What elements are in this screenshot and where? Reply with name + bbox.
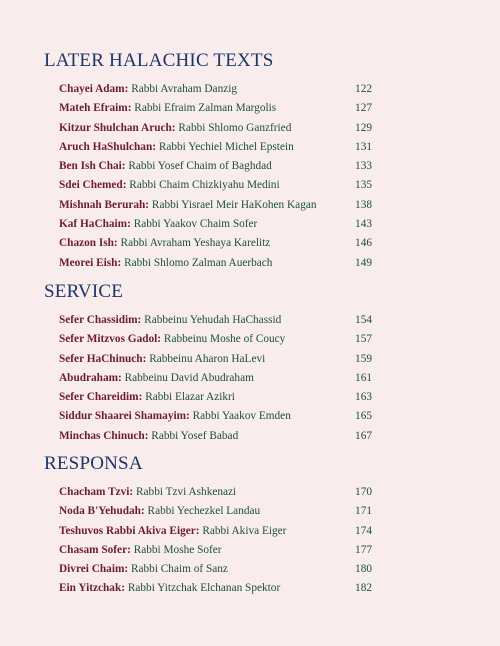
entry-page-number: 154 — [355, 314, 372, 326]
entry-page-number: 149 — [355, 256, 372, 269]
toc-entry[interactable] — [59, 483, 372, 502]
toc-entry[interactable] — [59, 157, 372, 176]
toc-entry[interactable] — [59, 388, 372, 407]
entry-author: Rabbi Yosef Babad — [151, 429, 239, 442]
entry-author: Rabbi Efraim Zalman Margolis — [134, 102, 277, 115]
entry-title: Sefer Mitzvos Gadol: — [59, 333, 162, 346]
entry-title: Siddur Shaarei Shamayim: — [59, 410, 190, 423]
entry-page-number: 138 — [355, 198, 372, 211]
toc-entry[interactable] — [59, 350, 372, 369]
entry-author: Rabbi Avraham Yeshaya Karelitz — [120, 237, 271, 250]
entry-page-number: 165 — [355, 410, 372, 423]
toc-entry[interactable] — [59, 176, 372, 195]
entry-page-number: 129 — [355, 121, 372, 134]
entry-title: Mishnah Berurah: — [59, 198, 150, 211]
entry-author: Rabbeinu David Abudraham — [124, 371, 254, 384]
entry-title: Sefer Chareidim: — [59, 391, 143, 404]
entry-title: Ein Yitzchak: — [59, 582, 126, 595]
entry-title: Meorei Eish: — [59, 256, 122, 269]
entry-title: Sefer Chassidim: — [59, 314, 142, 326]
entry-title: Noda B'Yehudah: — [59, 505, 145, 518]
toc-entry[interactable] — [59, 119, 372, 138]
toc-entry[interactable] — [59, 579, 372, 598]
section-heading: RESPONSA — [44, 453, 143, 474]
toc-entry[interactable] — [59, 541, 372, 560]
entry-title: Kaf HaChaim: — [59, 218, 131, 231]
entry-title: Chasam Sofer: — [59, 543, 131, 556]
entry-page-number: 170 — [355, 486, 372, 498]
entry-author: Rabbi Chaim Chizkiyahu Medini — [129, 179, 280, 192]
toc-entry[interactable] — [59, 138, 372, 157]
entry-author: Rabbi Tzvi Ashkenazi — [136, 486, 237, 498]
entry-author: Rabbi Shlomo Ganzfried — [178, 121, 292, 134]
entry-title: Chazon Ish: — [59, 237, 118, 250]
entry-page-number: 161 — [355, 371, 372, 384]
entry-page-number: 133 — [355, 160, 372, 173]
entry-page-number: 182 — [355, 582, 372, 595]
toc-entry[interactable] — [59, 330, 372, 349]
entry-author: Rabbi Avraham Danzig — [131, 83, 238, 95]
entry-title: Mateh Efraim: — [59, 102, 132, 115]
toc-entry[interactable] — [59, 311, 372, 330]
entry-page-number: 177 — [355, 543, 372, 556]
entry-title: Ben Ish Chai: — [59, 160, 126, 173]
entry-author: Rabbeinu Yehudah HaChassid — [144, 314, 282, 326]
entry-author: Rabbi Yosef Chaim of Baghdad — [128, 160, 272, 173]
entry-title: Sefer HaChinuch: — [59, 352, 147, 365]
entry-author: Rabbi Moshe Sofer — [133, 543, 222, 556]
toc-entry[interactable] — [59, 502, 372, 521]
entry-page-number: 143 — [355, 218, 372, 231]
entry-title: Teshuvos Rabbi Akiva Eiger: — [59, 524, 200, 537]
entry-list — [59, 311, 372, 446]
entry-title: Kitzur Shulchan Aruch: — [59, 121, 176, 134]
entry-title: Sdei Chemed: — [59, 179, 127, 192]
toc-entry[interactable] — [59, 522, 372, 541]
entry-author: Rabbi Elazar Azikri — [145, 391, 235, 404]
entry-author: Rabbi Yaakov Emden — [192, 410, 291, 423]
entry-page-number: 180 — [355, 563, 372, 576]
toc-entry[interactable] — [59, 369, 372, 388]
entry-page-number: 174 — [355, 524, 372, 537]
toc-entry[interactable] — [59, 215, 372, 234]
entry-title: Divrei Chaim: — [59, 563, 129, 576]
entry-title: Chayei Adam: — [59, 83, 129, 95]
section-heading: LATER HALACHIC TEXTS — [44, 50, 274, 71]
toc-entry[interactable] — [59, 560, 372, 579]
toc-entry[interactable] — [59, 80, 372, 99]
toc-entry[interactable] — [59, 427, 372, 446]
entry-page-number: 135 — [355, 179, 372, 192]
entry-author: Rabbeinu Aharon HaLevi — [149, 352, 266, 365]
entry-page-number: 146 — [355, 237, 372, 250]
toc-entry[interactable] — [59, 407, 372, 426]
entry-page-number: 163 — [355, 391, 372, 404]
entry-title: Chacham Tzvi: — [59, 486, 134, 498]
entry-page-number: 171 — [355, 505, 372, 518]
entry-page-number: 159 — [355, 352, 372, 365]
entry-author: Rabbi Akiva Eiger — [202, 524, 287, 537]
entry-author: Rabbi Yitzchak Elchanan Spektor — [127, 582, 281, 595]
entry-page-number: 157 — [355, 333, 372, 346]
entry-author: Rabbi Yechiel Michel Epstein — [158, 140, 294, 153]
entry-title: Abudraham: — [59, 371, 122, 384]
toc-entry[interactable] — [59, 254, 372, 273]
toc-entry[interactable] — [59, 234, 372, 253]
entry-page-number: 131 — [355, 140, 372, 153]
entry-author: Rabbi Yisrael Meir HaKohen Kagan — [151, 198, 317, 211]
entry-author: Rabbeinu Moshe of Coucy — [163, 333, 286, 346]
entry-page-number: 127 — [355, 102, 372, 115]
toc-entry[interactable] — [59, 99, 372, 118]
section-heading: SERVICE — [44, 281, 124, 302]
entry-list — [59, 483, 372, 599]
entry-author: Rabbi Yaakov Chaim Sofer — [133, 218, 258, 231]
entry-page-number: 167 — [355, 429, 372, 442]
entry-title: Aruch HaShulchan: — [59, 140, 156, 153]
entry-author: Rabbi Shlomo Zalman Auerbach — [124, 256, 273, 269]
entry-author: Rabbi Yechezkel Landau — [147, 505, 261, 518]
entry-author: Rabbi Chaim of Sanz — [130, 563, 228, 576]
entry-list — [59, 80, 372, 273]
entry-page-number: 122 — [355, 83, 372, 95]
toc-entry[interactable] — [59, 196, 372, 215]
entry-title: Minchas Chinuch: — [59, 429, 149, 442]
